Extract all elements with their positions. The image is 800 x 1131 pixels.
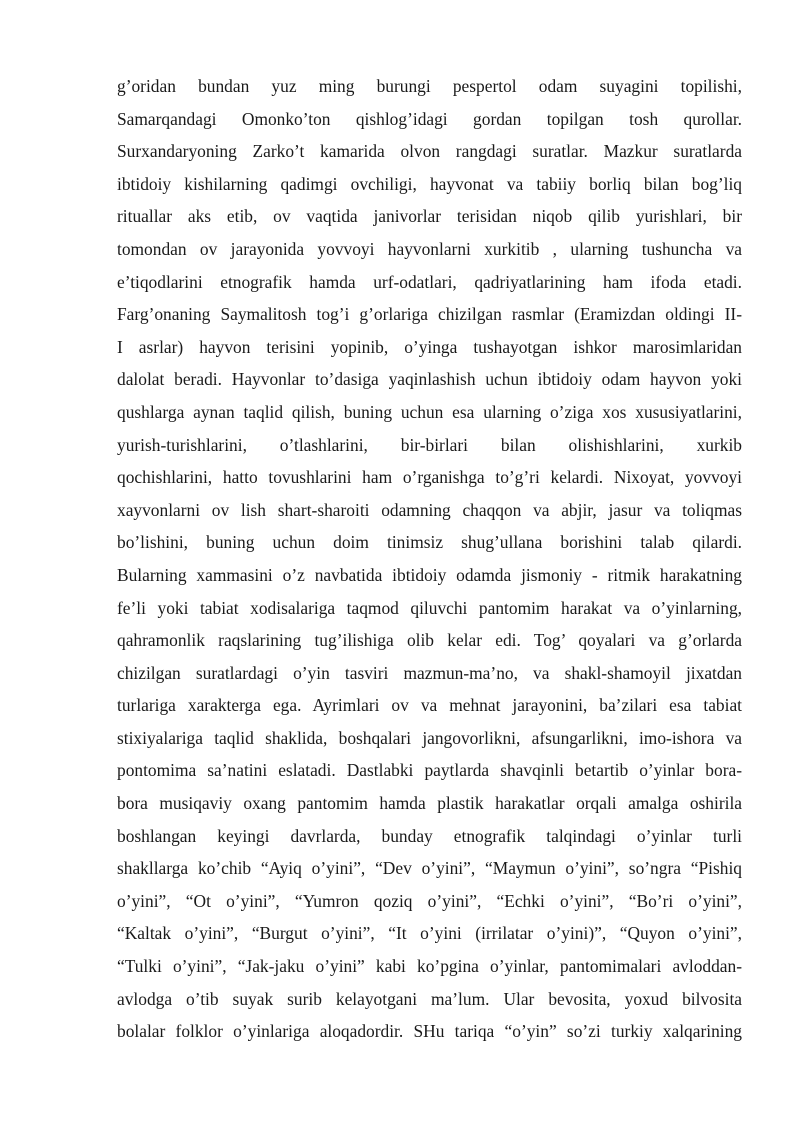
text-line: Farg’onaning Saymalitosh tog’i g’orlariga chizilgan rasmlar (Eramizdan oldingi II-: [117, 304, 742, 325]
text-line: e’tiqodlarini etnografik hamda urf-odatlari, qadriyatlarining ham ifoda etadi.: [117, 271, 742, 292]
text-line: Samarqandagi Omonko’ton qishlog’idagi gordan topilgan tosh qurollar.: [117, 108, 742, 129]
text-line: g’oridan bundan yuz ming burungi pespertol odam suyagini topilishi,: [117, 76, 742, 96]
text-line: pontomima sa’natini eslatadi. Dastlabki paytlarda shavqinli betartib o’yinlar bora-: [117, 760, 742, 781]
text-line: boshlangan keyingi davrlarda, bunday etnografik talqindagi o’yinlar turli: [117, 825, 742, 846]
text-line: qochishlarini, hatto tovushlarini ham o’rganishga to’g’ri kelardi. Nixoyat, yovvoyi: [117, 467, 742, 488]
text-line: turlariga xarakterga ega. Ayrimlari ov va mehnat jarayonini, ba’zilari esa tabiat: [117, 695, 742, 716]
text-line: chizilgan suratlardagi o’yin tasviri mazmun-ma’no, va shakl-shamoyil jixatdan: [117, 662, 742, 683]
text-line: stixiyalariga taqlid shaklida, boshqalari jangovorlikni, afsungarlikni, imo-ishora va: [117, 727, 742, 748]
text-line: shakllarga ko’chib “Ayiq o’yini”, “Dev o’yini”, “Maymun o’yini”, so’ngra “Pishiq: [117, 858, 742, 879]
text-line: rituallar aks etib, ov vaqtida janivorlar terisidan niqob qilib yurishlari, bir: [117, 206, 742, 227]
text-line: avlodga o’tib suyak surib kelayotgani ma’lum. Ular bevosita, yoxud bilvosita: [117, 988, 742, 1009]
text-line: fe’li yoki tabiat xodisalariga taqmod qiluvchi pantomim harakat va o’yinlarning,: [117, 597, 742, 618]
text-line: o’yini”, “Ot o’yini”, “Yumron qoziq o’yini”, “Echki o’yini”, “Bo’ri o’yini”,: [117, 890, 742, 911]
text-line: ibtidoiy kishilarning qadimgi ovchiligi, hayvonat va tabiiy borliq bilan bog’liq: [117, 173, 742, 194]
text-line: tomondan ov jarayonida yovvoyi hayvonlarni xurkitib , ularning tushuncha va: [117, 238, 742, 259]
text-line: “Tulki o’yini”, “Jak-jaku o’yini” kabi ko’pgina o’yinlar, pantomimalari avloddan-: [117, 956, 742, 977]
text-line: “Kaltak o’yini”, “Burgut o’yini”, “It o’yini (irrilatar o’yini)”, “Quyon o’yini”,: [117, 923, 742, 944]
document-body: [117, 70, 742, 1048]
text-line: qahramonlik raqslarining tug’ilishiga olib kelar edi. Tog’ qoyalari va g’orlarda: [117, 630, 742, 651]
text-line: Surxandaryoning Zarko’t kamarida olvon rangdagi suratlar. Mazkur suratlarda: [117, 141, 742, 162]
text-line: I asrlar) hayvon terisini yopinib, o’yinga tushayotgan ishkor marosimlaridan: [117, 336, 742, 357]
text-line: yurish-turishlarini, o’tlashlarini, bir-birlari bilan olishishlarini, xurkib: [117, 434, 742, 455]
text-line: bora musiqaviy oxang pantomim hamda plastik harakatlar orqali amalga oshirila: [117, 793, 742, 814]
text-line: Bularning xammasini o’z navbatida ibtidoiy odamda jismoniy - ritmik harakatning: [117, 564, 742, 585]
text-line: xayvonlarni ov lish shart-sharoiti odamning chaqqon va abjir, jasur va toliqmas: [117, 499, 742, 520]
text-line: qushlarga aynan taqlid qilish, buning uchun esa ularning o’ziga xos xususiyatlarini,: [117, 401, 742, 422]
text-line: dalolat beradi. Hayvonlar to’dasiga yaqinlashish uchun ibtidoiy odam hayvon yoki: [117, 369, 742, 390]
text-line: bo’lishini, buning uchun doim tinimsiz shug’ullana borishini talab qilardi.: [117, 532, 742, 553]
text-line: bolalar folklor o’yinlariga aloqadordir. SHu tariqa “o’yin” so’zi turkiy xalqarining: [117, 1021, 742, 1042]
